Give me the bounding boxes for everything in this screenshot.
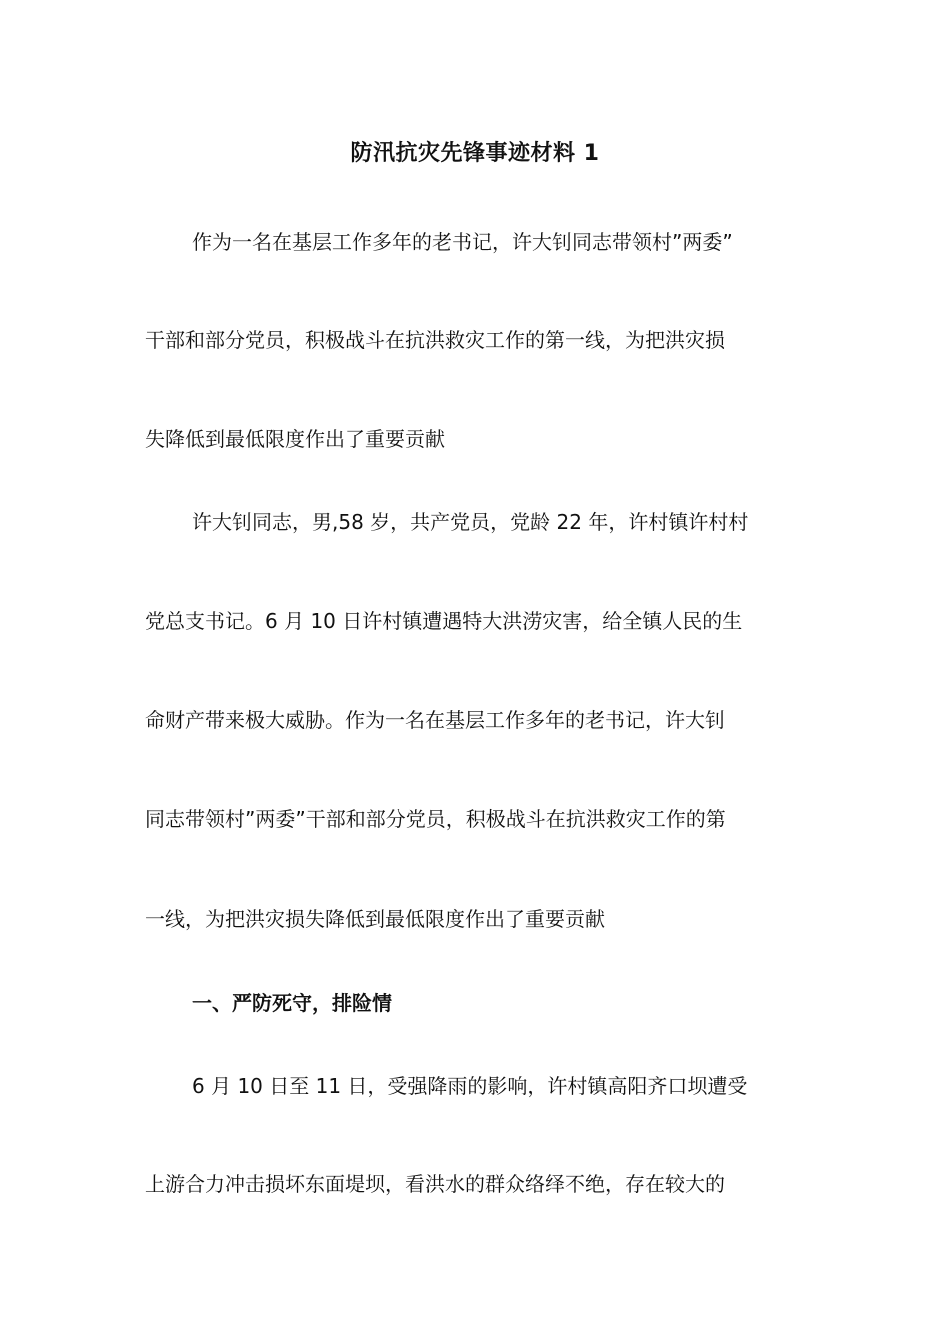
paragraph-line: 命财产带来极大威胁。作为一名在基层工作多年的老书记，许大钊 (145, 708, 725, 732)
paragraph-line: 失降低到最低限度作出了重要贡献 (145, 427, 445, 451)
paragraph-line: 6 月 10 日至 11 日，受强降雨的影响，许村镇高阳齐口坝遭受 (192, 1074, 748, 1098)
paragraph-line: 党总支书记。6 月 10 日许村镇遭遇特大洪涝灾害，给全镇人民的生 (145, 609, 743, 633)
document-title: 防汛抗灾先锋事迹材料 1 (350, 141, 600, 166)
paragraph-line: 同志带领村”两委”干部和部分党员，积极战斗在抗洪救灾工作的第 (145, 807, 726, 831)
paragraph-line: 作为一名在基层工作多年的老书记，许大钊同志带领村”两委” (192, 230, 733, 254)
paragraph-line: 干部和部分党员，积极战斗在抗洪救灾工作的第一线，为把洪灾损 (145, 328, 725, 352)
paragraph-line: 上游合力冲击损坏东面堤坝，看洪水的群众络绎不绝，存在较大的 (145, 1172, 725, 1196)
paragraph-line: 许大钊同志，男,58 岁，共产党员，党龄 22 年，许村镇许村村 (192, 510, 749, 534)
section-heading: 一、严防死守，排险情 (192, 991, 392, 1015)
paragraph-line: 一线，为把洪灾损失降低到最低限度作出了重要贡献 (145, 907, 605, 931)
